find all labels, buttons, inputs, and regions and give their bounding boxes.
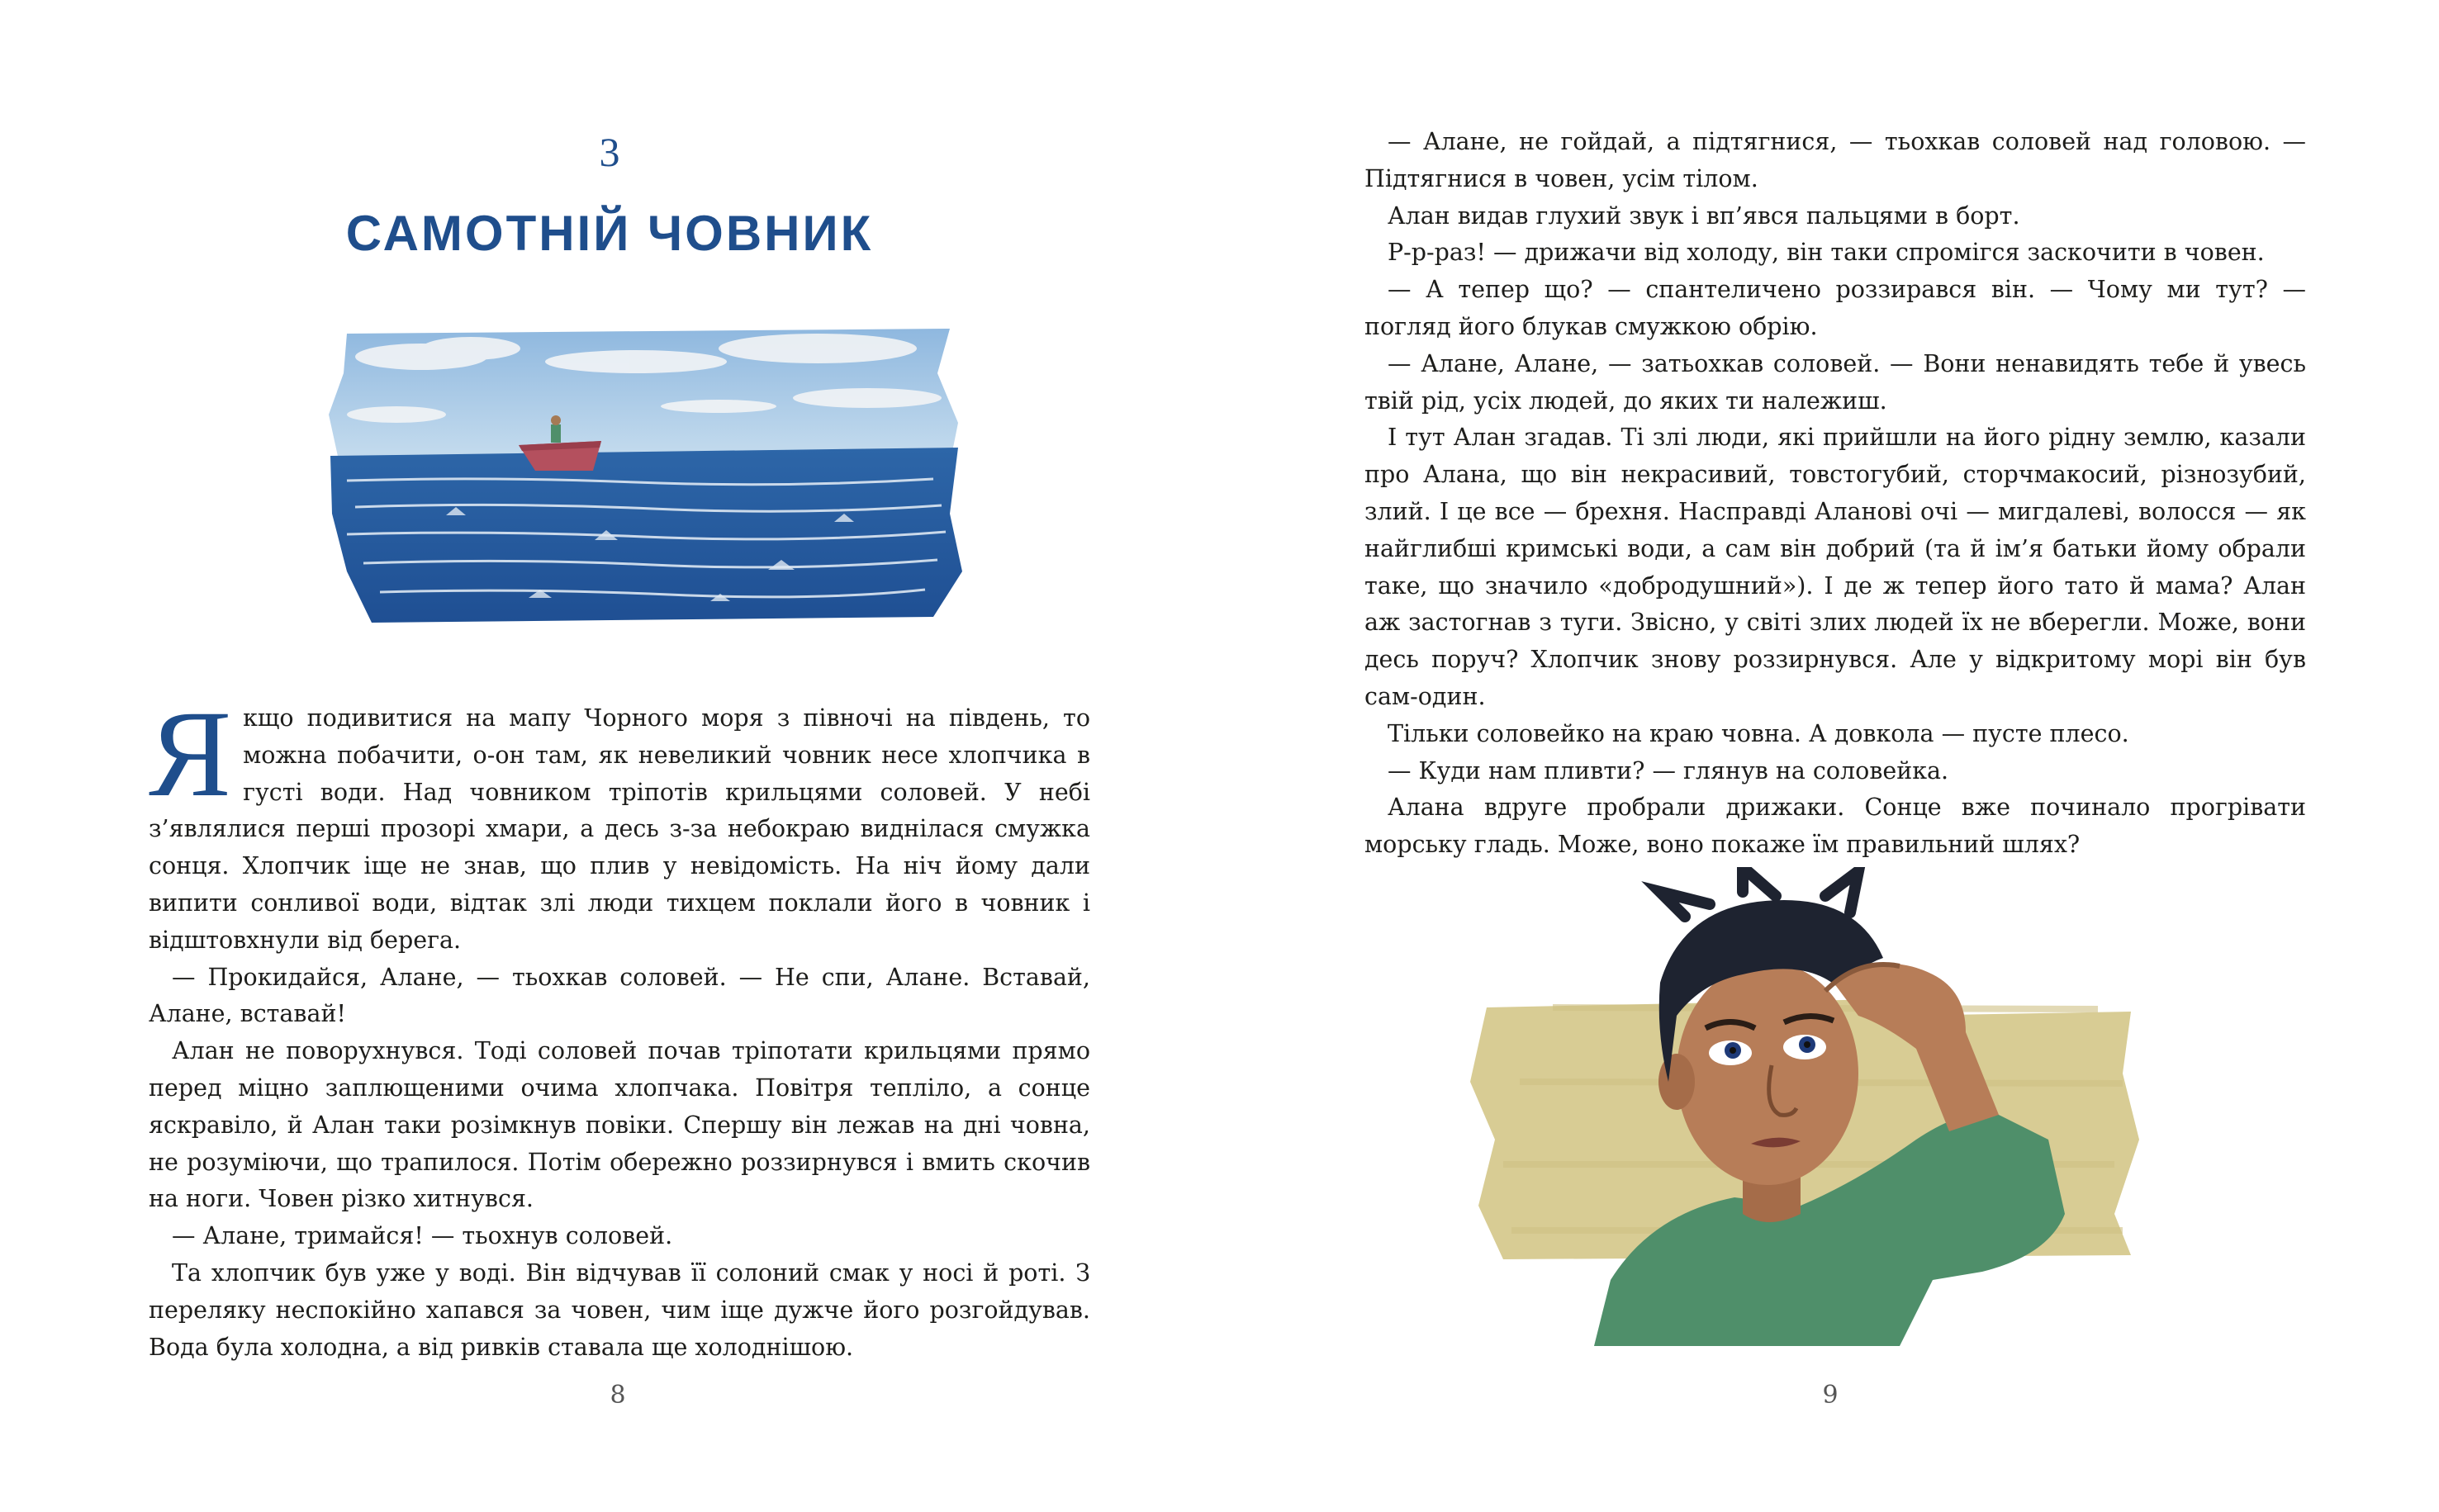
page-number: 9 (1822, 1381, 1839, 1410)
left-page-text (149, 685, 1090, 1366)
paragraph: — А тепер що? — спантеличено роззирався він. — Чому ми тут? — погляд його блукав смужкою обрію. (1364, 276, 2306, 340)
left-page (0, 0, 1219, 1512)
paragraph: Та хлопчик був уже у воді. Він відчував її солоний смак у носі й роті. З переляку неспокійно хапався за човен, чим іще дужче його розгойдував. Вода була холодна, а від ривків ставала ще холоднішою. (149, 1258, 1090, 1361)
paragraph: І тут Алан згадав. Ті злі люди, які прийшли на його рідну землю, казали про Алана, що він некрасивий, товстогубий, сторчмакосий, різнозубий, злий. І це все — брехня. Насправді Аланові очі — мигдалеві, волосся — як найглибші кримські води, а сам він добрий (та й ім’я батьки йому обрали таке, що значило «добродушний»). І де ж тепер його тато й мама? Алан аж застогнав з туги. Звісно, у світі злих людей їх не вберегли. Може, вони десь поруч? Хлопчик знову роззирнувся. Але у відкритому морі він був сам-один. (1364, 424, 2306, 710)
boy-illustration (1470, 867, 2147, 1346)
paragraph: — Алане, тримайся! — тьохнув соловей. (172, 1222, 673, 1250)
right-page-text (1364, 124, 2306, 864)
sea-boat-illustration (322, 324, 966, 629)
paragraph: — Куди нам пливти? — глянув на соловейка. (1388, 756, 1949, 784)
paragraph: Алан видав глухий звук і вп’явся пальцями в борт. (1388, 201, 2020, 230)
paragraph: Якщо подивитися на мапу Чорного моря з півночі на південь, то можна побачити, о-он там, як невеликий човник несе хлопчика в густі води. Над човником тріпотів крильцями соловей. У небі з’являлися перші прозорі хмари, а десь з-за небокраю виднілася смужка сонця. Хлопчик іще не знав, що плив у невідомість. На ніч йому дали випити сонливої води, відтак злі люди тихцем поклали його в човник і відштовхнули від берега. (149, 685, 1090, 954)
chapter-number: 3 (599, 129, 620, 175)
paragraph: Алана вдруге пробрали дрижаки. Сонце вже починало прогрівати морську гладь. Може, воно покаже їм правильний шлях? (1364, 794, 2306, 859)
paragraph: Р-р-раз! — дрижачи від холоду, він таки спромігся заскочити в човен. (1388, 239, 2265, 267)
paragraph: Алан не поворухнувся. Тоді соловей почав тріпотати крильцями прямо перед міцно заплющеними очима хлопчака. Повітря тепліло, а сонце яскравіло, й Алан таки розімкнув повіки. Спершу він лежав на дні човна, не розуміючи, що трапилося. Потім обережно роззирнувся і вмить скочив на ноги. Човен різко хитнувся. (149, 1037, 1090, 1213)
paragraph: Тільки соловейко на краю човна. А довкола — пусте плесо. (1388, 719, 2129, 747)
paragraph: — Алане, Алане, — затьохкав соловей. — Вони ненавидять тебе й увесь твій рід, усіх людей, до яких ти належиш. (1364, 349, 2306, 415)
chapter-title: САМОТНІЙ ЧОВНИК (345, 206, 874, 261)
paragraph: — Алане, не гойдай, а підтягнися, — тьохкав соловей над головою. — Підтягнися в човен, усім тілом. (1364, 128, 2306, 192)
drop-cap: Я (149, 685, 232, 822)
page-number: 8 (610, 1381, 626, 1410)
paragraph: — Прокидайся, Алане, — тьохкав соловей. — Не спи, Алане. Вставай, Алане, вставай! (149, 963, 1090, 1028)
